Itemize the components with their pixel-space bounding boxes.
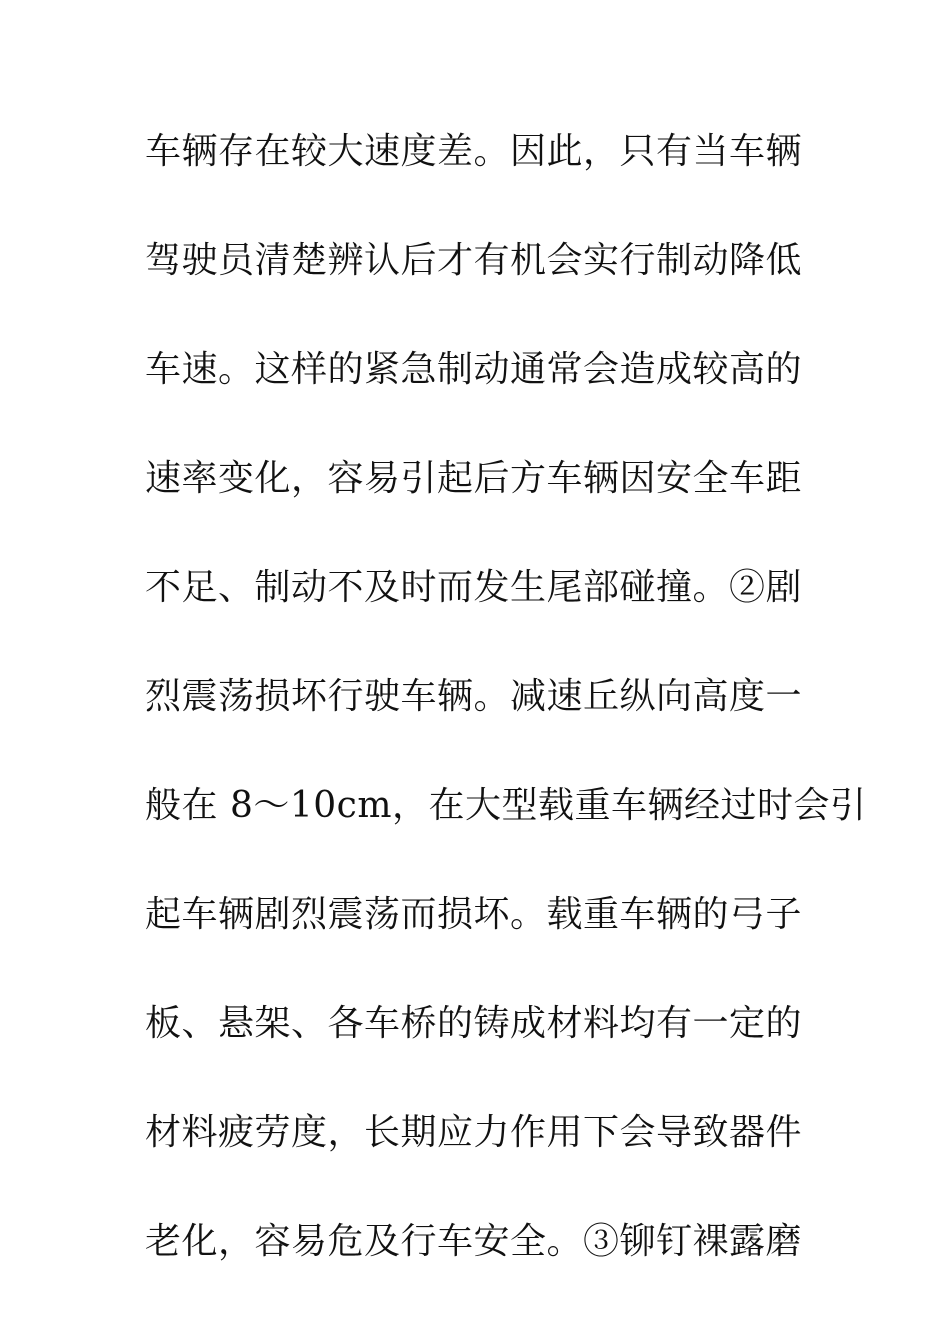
text-line: 材料疲劳度，长期应力作用下会导致器件 — [145, 1112, 803, 1153]
text-line: 板、悬架、各车桥的铸成材料均有一定的 — [145, 1003, 803, 1044]
text-line: 老化，容易危及行车安全。③铆钉裸露磨 — [145, 1221, 803, 1262]
text-line: 车辆存在较大速度差。因此，只有当车辆 — [145, 131, 803, 172]
body-text — [145, 122, 867, 1321]
text-line: 起车辆剧烈震荡而损坏。载重车辆的弓子 — [145, 894, 803, 935]
text-line: 车速。这样的紧急制动通常会造成较高的 — [145, 349, 803, 390]
text-line: 速率变化，容易引起后方车辆因安全车距 — [145, 458, 803, 499]
text-line: 般在 8～10cm，在大型载重车辆经过时会引 — [145, 785, 867, 826]
text-line: 烈震荡损坏行驶车辆。减速丘纵向高度一 — [145, 676, 803, 717]
text-line: 驾驶员清楚辨认后才有机会实行制动降低 — [145, 240, 803, 281]
text-line: 不足、制动不及时而发生尾部碰撞。②剧 — [145, 567, 803, 608]
